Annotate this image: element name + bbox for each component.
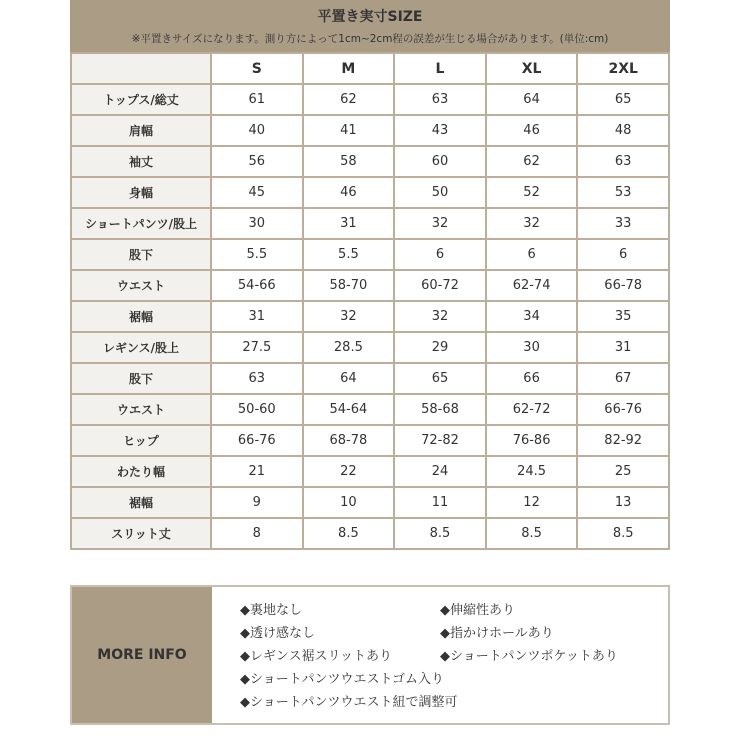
measurement-cell: 46 bbox=[486, 115, 578, 146]
info-item: ◆指かけホールあり bbox=[440, 626, 554, 641]
size-header-m: M bbox=[303, 53, 395, 84]
row-label: ウエスト bbox=[71, 394, 211, 425]
measurement-cell: 24 bbox=[394, 456, 486, 487]
row-label: わたり幅 bbox=[71, 456, 211, 487]
measurement-cell: 29 bbox=[394, 332, 486, 363]
measurement-cell: 61 bbox=[211, 84, 303, 115]
measurement-cell: 48 bbox=[577, 115, 669, 146]
measurement-cell: 65 bbox=[394, 363, 486, 394]
table-row bbox=[71, 425, 669, 456]
measurement-cell: 5.5 bbox=[211, 239, 303, 270]
info-item: ◆ショートパンツポケットあり bbox=[440, 649, 618, 664]
measurement-cell: 65 bbox=[577, 84, 669, 115]
info-item: ◆レギンス裾スリットあり bbox=[240, 649, 392, 664]
measurement-cell: 32 bbox=[486, 208, 578, 239]
size-header-2xl: 2XL bbox=[577, 53, 669, 84]
measurement-cell: 58 bbox=[303, 146, 395, 177]
info-item: ◆裏地なし bbox=[240, 603, 302, 618]
measurement-cell: 66 bbox=[486, 363, 578, 394]
measurement-cell: 32 bbox=[394, 301, 486, 332]
measurement-cell: 35 bbox=[577, 301, 669, 332]
measurement-cell: 63 bbox=[394, 84, 486, 115]
row-label: 裾幅 bbox=[71, 487, 211, 518]
row-label: トップス/総丈 bbox=[71, 84, 211, 115]
row-label: 股下 bbox=[71, 363, 211, 394]
measurement-cell: 31 bbox=[211, 301, 303, 332]
measurement-cell: 6 bbox=[394, 239, 486, 270]
measurement-cell: 60 bbox=[394, 146, 486, 177]
measurement-cell: 5.5 bbox=[303, 239, 395, 270]
measurement-cell: 52 bbox=[486, 177, 578, 208]
row-label: 身幅 bbox=[71, 177, 211, 208]
measurement-cell: 8 bbox=[211, 518, 303, 549]
measurement-cell: 31 bbox=[303, 208, 395, 239]
measurement-cell: 11 bbox=[394, 487, 486, 518]
table-row bbox=[71, 332, 669, 363]
measurement-cell: 9 bbox=[211, 487, 303, 518]
measurement-cell: 67 bbox=[577, 363, 669, 394]
row-label: 肩幅 bbox=[71, 115, 211, 146]
measurement-cell: 34 bbox=[486, 301, 578, 332]
row-label: 袖丈 bbox=[71, 146, 211, 177]
measurement-cell: 63 bbox=[211, 363, 303, 394]
measurement-cell: 32 bbox=[303, 301, 395, 332]
size-header-row bbox=[71, 53, 669, 84]
measurement-cell: 66-76 bbox=[577, 394, 669, 425]
size-header-xl: XL bbox=[486, 53, 578, 84]
measurement-cell: 41 bbox=[303, 115, 395, 146]
size-header-s: S bbox=[211, 53, 303, 84]
measurement-cell: 28.5 bbox=[303, 332, 395, 363]
measurement-note: ※平置きサイズになります。測り方によって1cm~2cm程の誤差が生じる場合があります。(単位:cm) bbox=[131, 33, 609, 45]
row-label: 裾幅 bbox=[71, 301, 211, 332]
measurement-cell: 12 bbox=[486, 487, 578, 518]
measurement-cell: 6 bbox=[486, 239, 578, 270]
info-item: ◆伸縮性あり bbox=[440, 603, 515, 618]
measurement-cell: 63 bbox=[577, 146, 669, 177]
measurement-cell: 54-66 bbox=[211, 270, 303, 301]
size-table bbox=[70, 52, 670, 550]
measurement-cell: 33 bbox=[577, 208, 669, 239]
measurement-cell: 64 bbox=[303, 363, 395, 394]
row-label: ショートパンツ/股上 bbox=[71, 208, 211, 239]
measurement-cell: 32 bbox=[394, 208, 486, 239]
measurement-cell: 60-72 bbox=[394, 270, 486, 301]
chart-title: 平置き実寸SIZE bbox=[317, 9, 423, 25]
row-label: 股下 bbox=[71, 239, 211, 270]
measurement-cell: 53 bbox=[577, 177, 669, 208]
row-label: スリット丈 bbox=[71, 518, 211, 549]
measurement-cell: 66-78 bbox=[577, 270, 669, 301]
measurement-cell: 62 bbox=[303, 84, 395, 115]
table-row bbox=[71, 456, 669, 487]
info-item: ◆ショートパンツウエストゴム入り bbox=[240, 672, 444, 687]
measurement-cell: 45 bbox=[211, 177, 303, 208]
measurement-cell: 58-68 bbox=[394, 394, 486, 425]
table-row bbox=[71, 146, 669, 177]
measurement-cell: 40 bbox=[211, 115, 303, 146]
measurement-cell: 8.5 bbox=[486, 518, 578, 549]
info-item: ◆ショートパンツウエスト紐で調整可 bbox=[240, 695, 458, 710]
size-chart-header bbox=[70, 0, 670, 52]
measurement-cell: 27.5 bbox=[211, 332, 303, 363]
table-row bbox=[71, 208, 669, 239]
measurement-cell: 8.5 bbox=[577, 518, 669, 549]
table-row bbox=[71, 115, 669, 146]
corner-cell bbox=[71, 53, 211, 84]
table-row bbox=[71, 301, 669, 332]
measurement-cell: 64 bbox=[486, 84, 578, 115]
measurement-cell: 62-74 bbox=[486, 270, 578, 301]
measurement-cell: 46 bbox=[303, 177, 395, 208]
measurement-cell: 30 bbox=[486, 332, 578, 363]
row-label: レギンス/股上 bbox=[71, 332, 211, 363]
measurement-cell: 25 bbox=[577, 456, 669, 487]
table-row bbox=[71, 518, 669, 549]
measurement-cell: 30 bbox=[211, 208, 303, 239]
size-chart bbox=[70, 0, 670, 550]
table-row bbox=[71, 177, 669, 208]
row-label: ヒップ bbox=[71, 425, 211, 456]
measurement-cell: 50-60 bbox=[211, 394, 303, 425]
size-header-l: L bbox=[394, 53, 486, 84]
table-row bbox=[71, 84, 669, 115]
measurement-cell: 82-92 bbox=[577, 425, 669, 456]
more-info-list bbox=[212, 587, 668, 723]
row-label: ウエスト bbox=[71, 270, 211, 301]
measurement-cell: 8.5 bbox=[394, 518, 486, 549]
measurement-cell: 50 bbox=[394, 177, 486, 208]
table-row bbox=[71, 239, 669, 270]
measurement-cell: 62 bbox=[486, 146, 578, 177]
table-row bbox=[71, 394, 669, 425]
measurement-cell: 43 bbox=[394, 115, 486, 146]
more-info-section bbox=[70, 585, 670, 725]
table-row bbox=[71, 270, 669, 301]
measurement-cell: 10 bbox=[303, 487, 395, 518]
measurement-cell: 58-70 bbox=[303, 270, 395, 301]
measurement-cell: 56 bbox=[211, 146, 303, 177]
measurement-cell: 62-72 bbox=[486, 394, 578, 425]
measurement-cell: 21 bbox=[211, 456, 303, 487]
more-info-label: MORE INFO bbox=[72, 587, 212, 723]
measurement-cell: 6 bbox=[577, 239, 669, 270]
measurement-cell: 31 bbox=[577, 332, 669, 363]
measurement-cell: 22 bbox=[303, 456, 395, 487]
measurement-cell: 66-76 bbox=[211, 425, 303, 456]
measurement-cell: 76-86 bbox=[486, 425, 578, 456]
measurement-cell: 54-64 bbox=[303, 394, 395, 425]
measurement-cell: 24.5 bbox=[486, 456, 578, 487]
measurement-cell: 8.5 bbox=[303, 518, 395, 549]
info-item: ◆透け感なし bbox=[240, 626, 315, 641]
measurement-cell: 68-78 bbox=[303, 425, 395, 456]
measurement-cell: 72-82 bbox=[394, 425, 486, 456]
measurement-cell: 13 bbox=[577, 487, 669, 518]
table-row bbox=[71, 363, 669, 394]
table-row bbox=[71, 487, 669, 518]
